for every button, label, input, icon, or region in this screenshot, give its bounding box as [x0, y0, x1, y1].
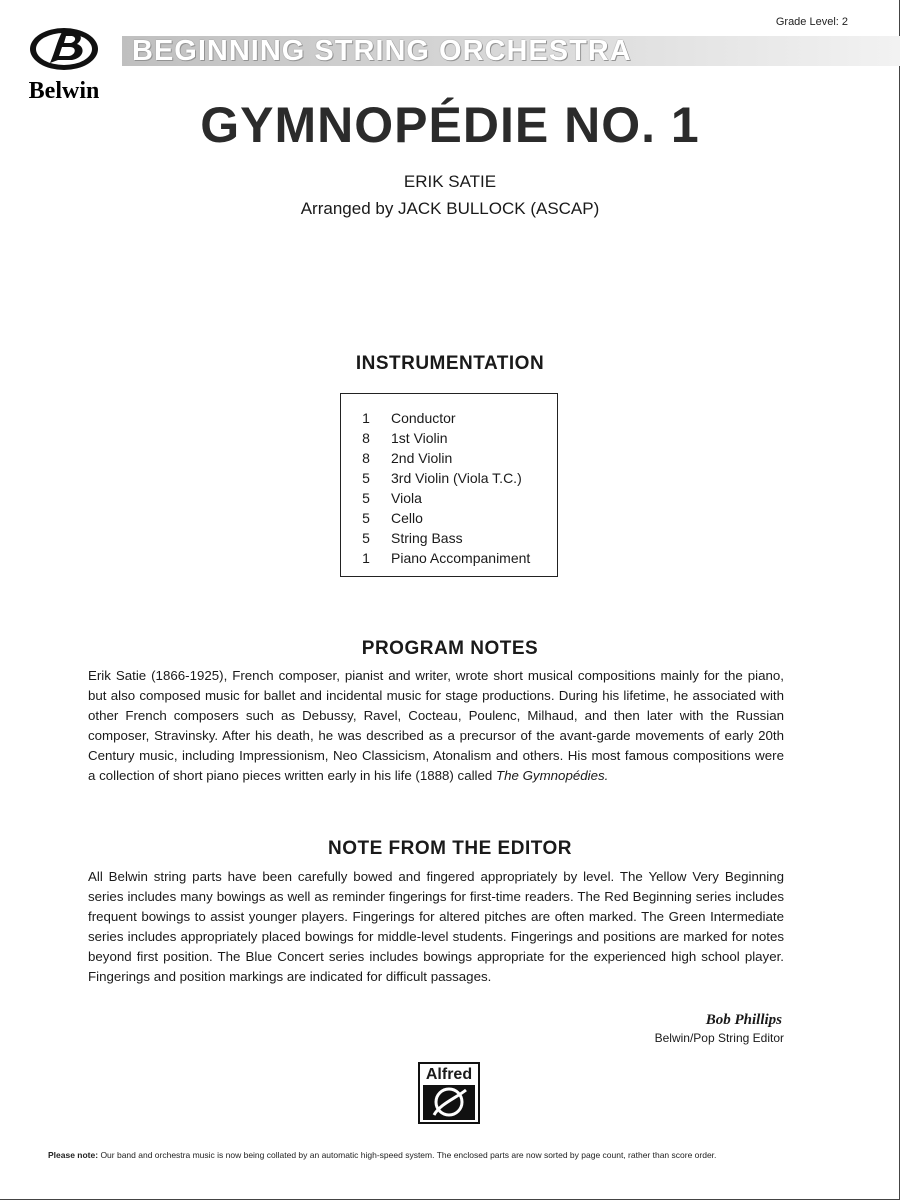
- footer-note: Please note: Our band and orchestra music is now being collated by an automatic high-speed system. The enclosed parts are now sorted by page count, rather than score order.: [48, 1150, 717, 1160]
- composer: ERIK SATIE: [403, 172, 497, 191]
- program-notes-text: Erik Satie (1866-1925), French composer, pianist and writer, wrote short musical compositions mainly for the piano, but also composed music for ballet and incidental music for stage productions. During his lifetime, he associated with other French composers such as Debussy, Ravel, Cocteau, Poulenc, Milhaud, and then later with the Russian composer, Stravinsky. After his death, he was described as a precursor of the avant-garde movements of early 20th Century music, including Impressionism, Neo Classicism, Atonalism and others. His most famous compositions were a collection of short piano pieces written early in his life (1888) called The Gymnopédies.: [88, 668, 784, 783]
- series-banner: [122, 36, 900, 66]
- list-item: 5 Cello: [362, 510, 423, 526]
- instrumentation-heading: INSTRUMENTATION: [355, 353, 545, 374]
- publisher-name: Belwin: [28, 78, 100, 104]
- grade-level: Grade Level: 2: [775, 16, 848, 28]
- alfred-wordmark: Alfred: [425, 1066, 473, 1083]
- editor-signature: Bob Phillips: [705, 1012, 782, 1028]
- alfred-logo: [418, 1062, 480, 1124]
- list-item: 5 3rd Violin (Viola T.C.): [362, 470, 522, 486]
- list-item: 1 Piano Accompaniment: [362, 550, 531, 566]
- list-item: 5 Viola: [362, 490, 422, 506]
- instrumentation-list: [340, 393, 558, 577]
- work-title: The Gymnopédies.: [495, 768, 609, 783]
- belwin-logo: [8, 22, 120, 102]
- piece-title: GYMNOPÉDIE NO. 1: [200, 97, 700, 153]
- list-item: 1 Conductor: [362, 410, 456, 426]
- series-title: BEGINNING STRING ORCHESTRA: [132, 35, 632, 67]
- program-notes-heading: PROGRAM NOTES: [361, 638, 539, 659]
- belwin-emblem-icon: [8, 22, 120, 80]
- arranger: Arranged by JACK BULLOCK (ASCAP): [300, 199, 600, 218]
- editor-note-heading: NOTE FROM THE EDITOR: [328, 838, 572, 859]
- editor-role: Belwin/Pop String Editor: [654, 1031, 784, 1045]
- alfred-emblem-icon: [420, 1084, 478, 1122]
- list-item: 8 1st Violin: [362, 430, 448, 446]
- editor-note-text: All Belwin string parts have been carefully bowed and fingered appropriately by level. The Yellow Very Beginning series includes many bowings as well as reminder fingerings for first-time readers. The Red Beginning series includes frequent bowings to assist younger players. Fingerings for altered pitches are often marked. The Green Intermediate series includes appropriately placed bowings for middle-level students. Fingerings and positions are marked for notes beyond first position. The Blue Concert series includes bowings appropriate for the experienced high school player. Fingerings and position markings are indicated for difficult passages.: [88, 869, 784, 984]
- list-item: 8 2nd Violin: [362, 450, 453, 466]
- list-item: 5 String Bass: [362, 530, 463, 546]
